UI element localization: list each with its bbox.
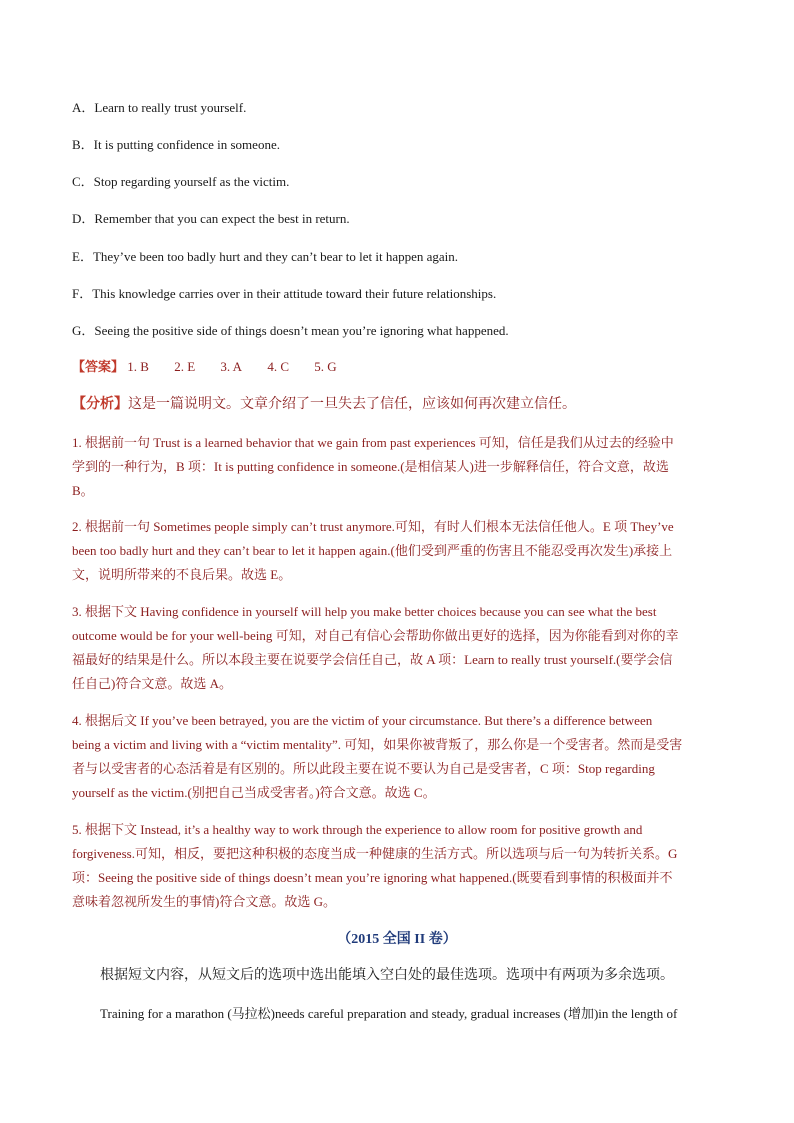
explanation-line: been too badly hurt and they can’t bear to let it happen again.(他们受到严重的伤害且不能忍受再次发生)承接上 xyxy=(72,543,673,558)
explanation-5 xyxy=(72,818,722,914)
option-c: C．Stop regarding yourself as the victim. xyxy=(72,174,290,189)
option-g: G．Seeing the positive side of things doesn’t mean you’re ignoring what happened. xyxy=(72,323,509,338)
explanation-line: 者与以受害者的心态活着是有区别的。所以此段主要在说不要认为自己是受害者，C 项：Stop regarding xyxy=(72,761,655,776)
analysis-tag: 【分析】 xyxy=(72,397,128,412)
explanation-line: forgiveness.可知，相反，要把这种积极的态度当成一种健康的生活方式。所以选项与后一句为转折关系。G xyxy=(72,846,678,861)
explanation-line: yourself as the victim.(别把自己当成受害者。)符合文意。故选 C。 xyxy=(72,785,436,800)
explanation-line: 5. 根据下文 Instead, it’s a healthy way to work through the experience to allow room for positive growth and xyxy=(72,822,643,837)
explanation-line: 1. 根据前一句 Trust is a learned behavior that we gain from past experiences 可知，信任是我们从过去的经验中 xyxy=(72,435,674,450)
explanation-line: being a victim and living with a “victim mentality”. 可知，如果你被背叛了，那么你是一个受害者。然而是受害 xyxy=(72,737,683,752)
option-d: D．Remember that you can expect the best in return. xyxy=(72,211,350,226)
option-b: B．It is putting confidence in someone. xyxy=(72,137,280,152)
answer-items xyxy=(127,359,358,374)
answer-item: 5. G xyxy=(314,359,337,374)
answer-item: 3. A xyxy=(220,359,243,374)
analysis-text: 这是一篇说明文。文章介绍了一旦失去了信任，应该如何再次建立信任。 xyxy=(128,397,576,412)
explanation-line: 意味着忽视所发生的事情)符合文意。故选 G。 xyxy=(72,894,336,909)
answer-tag: 【答案】 xyxy=(72,359,125,374)
explanation-line: outcome would be for your well-being 可知，对自己有信心会帮助你做出更好的选择，因为你能看到对你的幸 xyxy=(72,628,679,643)
explanation-line: B。 xyxy=(72,483,94,498)
explanation-2 xyxy=(72,515,722,587)
explanation-line: 项：Seeing the positive side of things doesn’t mean you’re ignoring what happened.(既要看到事情的积极面并不 xyxy=(72,870,673,885)
answer-item: 2. E xyxy=(174,359,196,374)
explanation-line: 福最好的结果是什么。所以本段主要在说要学会信任自己，故 A 项：Learn to really trust yourself.(要学会信 xyxy=(72,652,673,667)
explanation-line: 文，说明所带来的不良后果。故选 E。 xyxy=(72,567,292,582)
analysis-summary xyxy=(72,396,576,414)
explanation-line: 任自己)符合文意。故选 A。 xyxy=(72,676,232,691)
option-e: E．They’ve been too badly hurt and they can’t bear to let it happen again. xyxy=(72,249,459,264)
explanation-4 xyxy=(72,709,722,805)
explanation-line: 学到的一种行为，B 项：It is putting confidence in someone.(是相信某人)进一步解释信任，符合文意，故选 xyxy=(72,459,669,474)
explanation-3 xyxy=(72,600,722,696)
explanation-line: 3. 根据下文 Having confidence in yourself will help you make better choices because you can see what the best xyxy=(72,604,657,619)
section-title: （2015 全国 II 卷） xyxy=(337,932,457,947)
passage-text: Training for a marathon (马拉松)needs careful preparation and steady, gradual increases (增加)in the length of xyxy=(100,1006,678,1021)
answer-item: 1. B xyxy=(127,359,149,374)
explanation-line: 4. 根据后文 If you’ve been betrayed, you are the victim of your circumstance. But there’s a difference between xyxy=(72,713,653,728)
explanation-line: 2. 根据前一句 Sometimes people simply can’t trust anymore.可知，有时人们根本无法信任他人。E 项 They’ve xyxy=(72,519,674,534)
explanation-1 xyxy=(72,431,722,503)
option-f: F．This knowledge carries over in their attitude toward their future relationships. xyxy=(72,286,497,301)
answer-item: 4. C xyxy=(267,359,289,374)
option-a: A．Learn to really trust yourself. xyxy=(72,100,247,115)
section-instruction: 根据短文内容，从短文后的选项中选出能填入空白处的最佳选项。选项中有两项为多余选项。 xyxy=(100,968,674,983)
answer-line xyxy=(72,359,359,375)
